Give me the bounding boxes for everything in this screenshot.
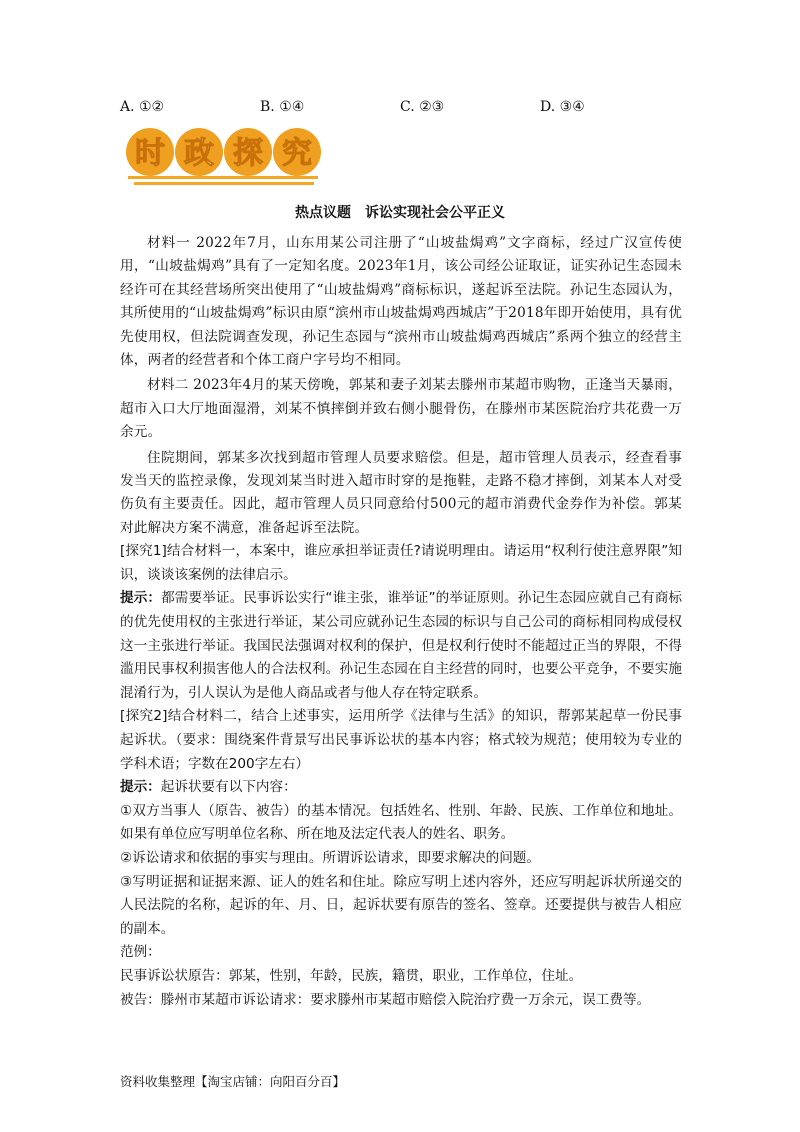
banner-char-3: 探 — [233, 136, 263, 171]
hint-item-3: ③写明证据和证据来源、证人的姓名和住址。除应写明上述内容外，还应写明起诉状所递交的人民法院的名称，起诉的年、月、日，起诉状要有原告的签名、签章。还要提供与被告人相应的副本。 — [120, 873, 682, 937]
example-line-2: 被告：滕州市某超市诉讼请求：要求滕州市某超市赔偿入院治疗费一万余元，误工费等。 — [120, 991, 651, 1008]
hint-one-text: 都需要举证。民事诉讼实行“谁主张，谁举证”的举证原则。孙记生态园应就自己有商标的优先使用权的主张进行举证，某公司应就孙记生态园的标识与自己公司的商标相同构成侵权这一主张进行举证。我国民法强调对权利的保护，但是权利行使时不能超过正当的界限，不得滥用民事权利损害他人的合法权利。孙记生态园在自主经营的同时，也要公平竞争，不要实施混淆行为，引人误认为是他人商品或者与他人存在特定联系。 — [120, 590, 682, 701]
hint-one-label: 提示： — [120, 590, 162, 607]
question-one: [探究1]结合材料一，本案中，谁应承担举证责任?请说明理由。请运用“权利行使注意界限”知识，谈谈该案例的法律启示。 — [120, 543, 682, 583]
banner-stripes — [128, 176, 318, 185]
page-footer: 资料收集整理【淘宝店铺：向阳百分百】 — [120, 1074, 346, 1089]
section-banner — [124, 124, 324, 190]
hint-item-2: ②诉讼请求和依据的事实与理由。所谓诉讼请求，即要求解决的问题。 — [120, 850, 540, 866]
question-two: [探究2]结合材料二，结合上述事实，运用所学《法律与生活》的知识，帮郭某起草一份民事起诉状。（要求：围绕案件背景写出民事诉讼状的基本内容；格式较为规范；使用较为专业的学科术语；字数在200字左右） — [120, 708, 682, 772]
material-two-continued: 住院期间，郭某多次找到超市管理人员要求赔偿。但是，超市管理人员表示，经查看事发当天的监控录像，发现刘某当时进入超市时穿的是拖鞋，走路不稳才摔倒，刘某本人对受伤负有主要责任。因此，超市管理人员只同意给付500元的超市消费代金券作为补偿。郭某对此解决方案不满意，准备起诉至法院。 — [120, 449, 682, 536]
document-body — [120, 232, 682, 1012]
banner-char-2: 政 — [184, 136, 214, 171]
example-line-1: 民事诉讼状原告：郭某，性别，年龄，民族，籍贯，职业，工作单位，住址。 — [120, 967, 583, 984]
topic-label: 热点议题 — [295, 205, 351, 221]
option-d: D. ③④ — [540, 99, 585, 115]
option-a: A. ①② — [120, 99, 165, 115]
material-one: 材料一 2022年7月，山东用某公司注册了“山坡盐焗鸡”文字商标，经过广汉宣传使用，“山坡盐焗鸡”具有了一定知名度。2023年1月，该公司经公证取证，证实孙记生态园未经许可在其经营场所突出使用了“山坡盐焗鸡”商标标识，遂起诉至法院。孙记生态园认为，其所使用的“山坡盐焗鸡”标识由原“滨州市山坡盐焗鸡西城店”于2018年即开始使用，具有优先使用权，但法院调查发现，孙记生态园与“滨州市山坡盐焗鸡西城店”系两个独立的经营主体，两者的经营者和个体工商户字号均不相同。 — [120, 235, 682, 369]
hint-one — [120, 587, 682, 705]
hint-two-label: 提示： — [120, 779, 161, 796]
hint-item-1: ①双方当事人（原告、被告）的基本情况。包括姓名、性别、年龄、民族、工作单位和地址。如果有单位应写明单位名称、所在地及法定代表人的姓名、职务。 — [120, 802, 682, 843]
material-two: 材料二 2023年4月的某天傍晚，郭某和妻子刘某去滕州市某超市购物，正逢当天暴雨，超市入口大厅地面湿滑，刘某不慎摔倒并致右侧小腿骨伤，在滕州市某医院治疗共花费一万余元。 — [120, 377, 682, 441]
answer-options — [120, 96, 640, 118]
hint-two-text: 起诉状要有以下内容： — [160, 779, 297, 796]
topic-heading — [0, 202, 800, 224]
example-label: 范例： — [120, 944, 161, 961]
topic-title: 诉讼实现社会公平正义 — [365, 205, 505, 221]
option-b: B. ①④ — [260, 99, 305, 115]
option-c: C. ②③ — [400, 99, 445, 115]
banner-char-4: 究 — [282, 136, 312, 171]
banner-char-1: 时 — [135, 136, 165, 171]
hint-two — [120, 776, 682, 800]
